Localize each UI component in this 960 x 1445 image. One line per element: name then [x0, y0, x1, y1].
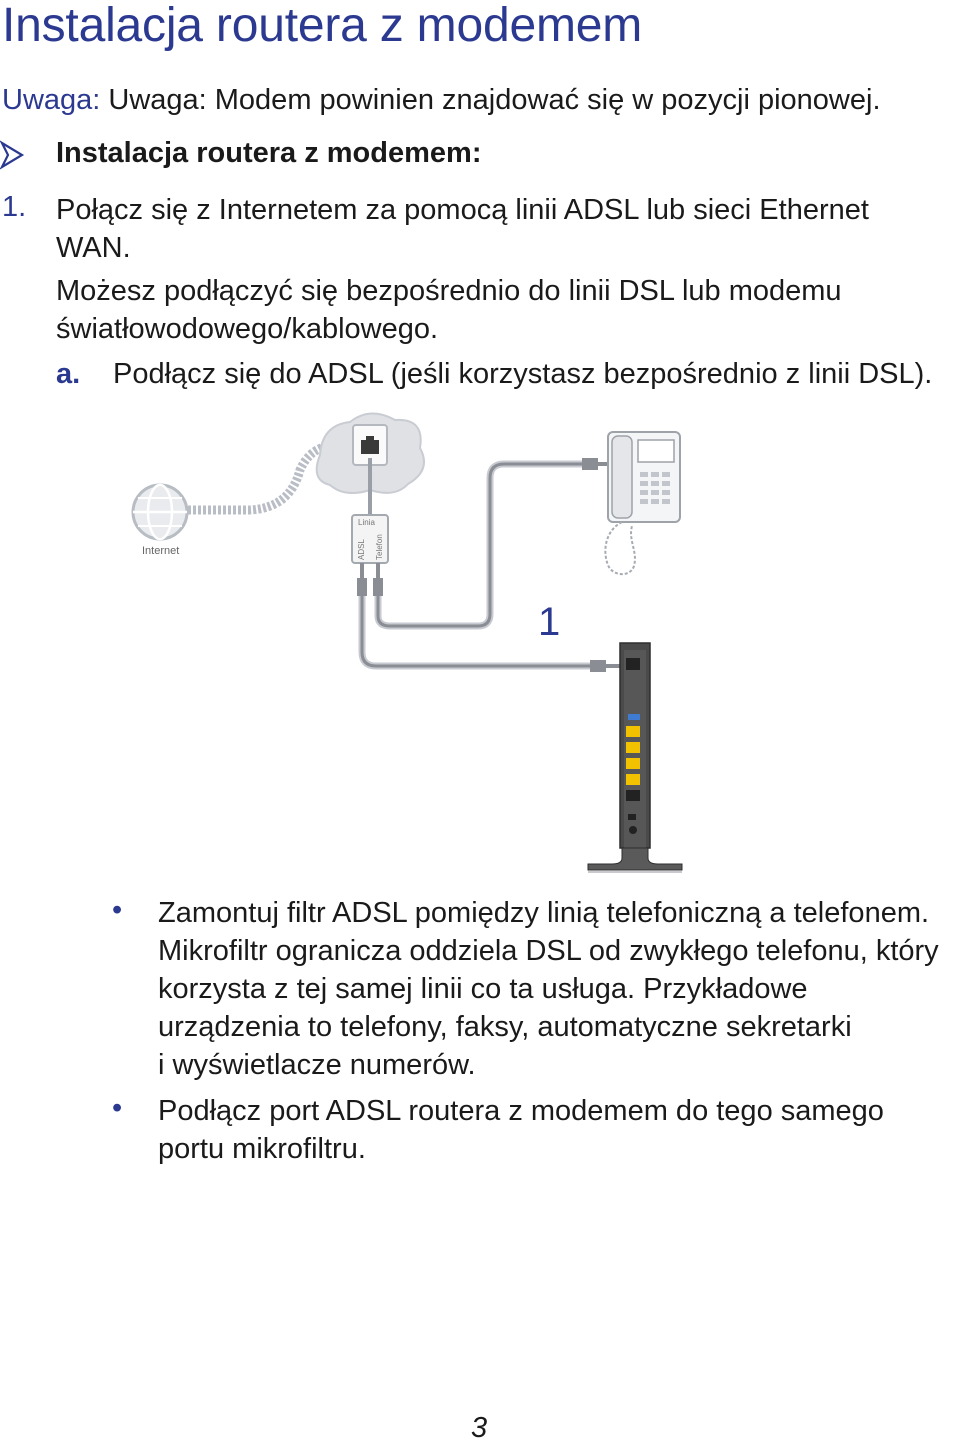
arrowhead-icon — [0, 140, 26, 170]
bullet-line: Podłącz port ADSL routera z modemem do tego samego — [158, 1095, 884, 1127]
note-text: Uwaga: Modem powinien znajdować się w pozycji pionowej. — [100, 84, 881, 116]
filter-line-label: Linia — [358, 518, 375, 527]
bullet-line: i wyświetlacze numerów. — [158, 1049, 476, 1081]
page-title: Instalacja routera z modemem — [2, 0, 643, 52]
telephone-icon — [605, 432, 680, 574]
bullet-text — [158, 1092, 884, 1168]
note-label: Uwaga: — [2, 84, 101, 116]
step1-detail-line: światłowodowego/kablowego. — [56, 313, 439, 345]
adsl-filter — [352, 515, 388, 563]
bullet-line: portu mikrofiltru. — [158, 1133, 366, 1165]
step1-text — [56, 191, 869, 267]
substep-marker: a. — [56, 358, 81, 390]
bullet-line: Zamontuj filtr ADSL pomiędzy linią telefoniczną a telefonem. — [158, 897, 930, 929]
step1-line: Połącz się z Internetem za pomocą linii ADSL lub sieci Ethernet — [56, 194, 869, 226]
bullet-icon: • — [112, 1092, 123, 1124]
bullet-text — [158, 894, 939, 1084]
step1-detail — [56, 272, 842, 348]
note — [2, 84, 881, 117]
step-number: 1. — [2, 191, 27, 223]
connection-diagram — [0, 400, 960, 880]
substep-text: Podłącz się do ADSL (jeśli korzystasz bezpośrednio z linii DSL). — [113, 358, 933, 390]
bullet-icon: • — [112, 894, 123, 926]
globe-icon — [133, 485, 187, 539]
filter-adsl-label: ADSL — [357, 539, 366, 560]
bullet-line: urządzenia to telefony, faksy, automatyczne sekretarki — [158, 1011, 852, 1043]
step1-line: WAN. — [56, 232, 131, 264]
filter-phone-label: Telefon — [375, 534, 384, 560]
router-icon — [588, 643, 682, 872]
bullet-line: korzysta z tej samej linii co ta usługa. Przykładowe — [158, 973, 808, 1005]
internet-label: Internet — [142, 545, 180, 557]
callout-number: 1 — [538, 600, 561, 644]
procedure-heading: Instalacja routera z modemem: — [56, 137, 482, 169]
page-number: 3 — [471, 1412, 488, 1444]
step1-detail-line: Możesz podłączyć się bezpośrednio do linii DSL lub modemu — [56, 275, 842, 307]
bullet-line: Mikrofiltr ogranicza oddziela DSL od zwykłego telefonu, który — [158, 935, 939, 967]
